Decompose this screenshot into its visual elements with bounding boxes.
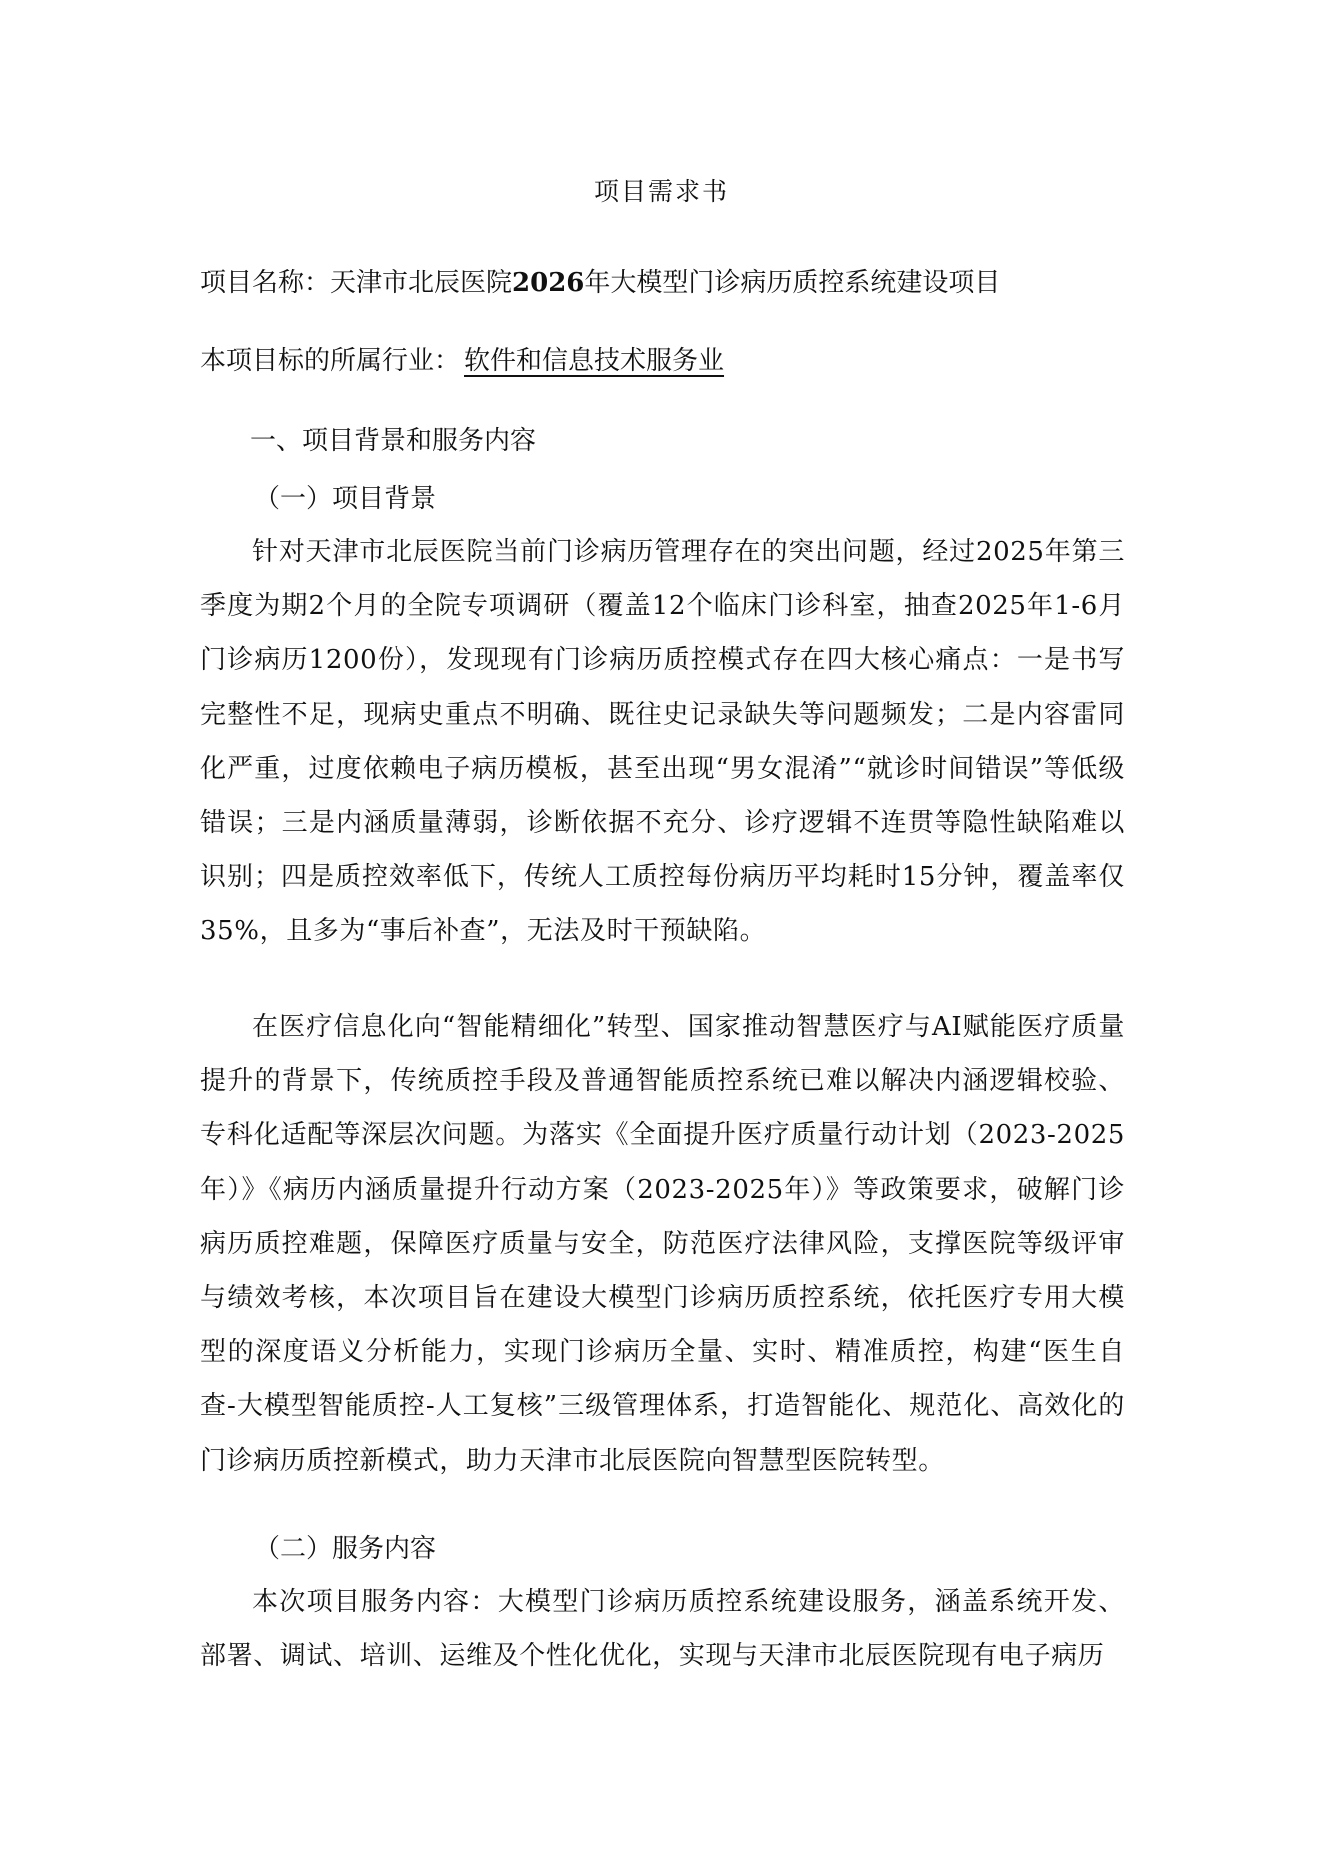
industry-line: [200, 340, 728, 377]
project-name-year: 2026: [512, 268, 585, 298]
project-name-pre: 天津市北辰医院: [330, 268, 513, 298]
industry-label: 本项目标的所属行业：: [200, 346, 461, 376]
document-title: 项目需求书: [593, 177, 729, 206]
subheading-project-background: （一）项目背景: [254, 484, 437, 514]
paragraph-background-1: 针对天津市北辰医院当前门诊病历管理存在的突出问题，经过2025年第三季度为期2个月的全院专项调研（覆盖12个临床门诊科室，抽查2025年1-6月门诊病历1200份），发现现有门诊病历质控模式存在四大核心痛点：一是书写完整性不足，现病史重点不明确、既往史记录缺失等问题频发；二是内容雷同化严重，过度依赖电子病历模板，甚至出现“男女混淆”“就诊时间错误”等低级错误；三是内涵质量薄弱，诊断依据不充分、诊疗逻辑不连贯等隐性缺陷难以识别；四是质控效率低下，传统人工质控每份病历平均耗时15分钟，覆盖率仅35%，且多为“事后补查”，无法及时干预缺陷。: [200, 537, 1125, 947]
paragraph-background-2: 在医疗信息化向“智能精细化”转型、国家推动智慧医疗与AI赋能医疗质量提升的背景下，传统质控手段及普通智能质控系统已难以解决内涵逻辑校验、专科化适配等深层次问题。为落实《全面提升医疗质量行动计划（2023-2025年）》《病历内涵质量提升行动方案（2023-2025年）》等政策要求，破解门诊病历质控难题，保障医疗质量与安全，防范医疗法律风险，支撑医院等级评审与绩效考核，本次项目旨在建设大模型门诊病历质控系统，依托医疗专用大模型的深度语义分析能力，实现门诊病历全量、实时、精准质控，构建“医生自查-大模型智能质控-人工复核”三级管理体系，打造智能化、规范化、高效化的门诊病历质控新模式，助力天津市北辰医院向智慧型医院转型。: [200, 1012, 1125, 1476]
paragraph-service-content: 本次项目服务内容：大模型门诊病历质控系统建设服务，涵盖系统开发、部署、调试、培训、运维及个性化优化，实现与天津市北辰医院现有电子病历: [200, 1587, 1125, 1672]
project-name-label: 项目名称：: [200, 268, 331, 298]
project-name-post: 年大模型门诊病历质控系统建设项目: [584, 268, 1001, 298]
section-heading-background-and-services: 一、项目背景和服务内容: [250, 426, 537, 456]
industry-value: 软件和信息技术服务业: [464, 346, 725, 376]
subheading-service-content: （二）服务内容: [254, 1534, 437, 1564]
project-name-line: [200, 262, 1000, 299]
